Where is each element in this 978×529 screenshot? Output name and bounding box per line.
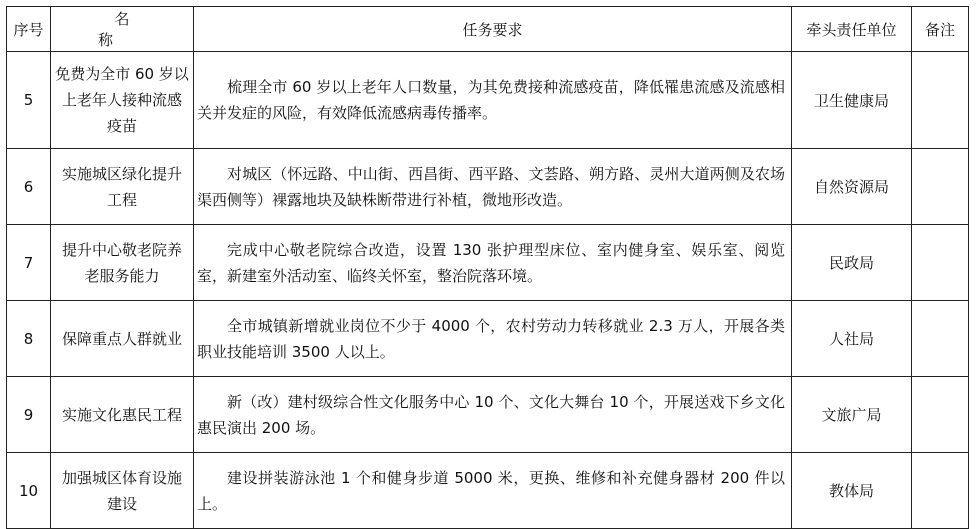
row-remarks	[912, 52, 969, 149]
row-name: 保障重点人群就业	[51, 301, 194, 377]
row-name: 实施文化惠民工程	[51, 377, 194, 453]
header-name	[51, 7, 194, 52]
row-name: 实施城区绿化提升工程	[51, 149, 194, 225]
row-no: 9	[7, 377, 51, 453]
row-no: 10	[7, 453, 51, 529]
row-department: 卫生健康局	[792, 52, 912, 149]
header-remarks: 备注	[912, 7, 969, 52]
row-no: 5	[7, 52, 51, 149]
header-row	[7, 7, 969, 52]
row-remarks	[912, 377, 969, 453]
task-table-container	[6, 6, 969, 529]
header-no: 序号	[7, 7, 51, 52]
row-department: 文旅广局	[792, 377, 912, 453]
table-row	[7, 453, 969, 529]
row-name: 免费为全市 60 岁以上老年人接种流感疫苗	[51, 52, 194, 149]
task-table	[6, 6, 969, 529]
row-remarks	[912, 225, 969, 301]
row-remarks	[912, 149, 969, 225]
header-department: 牵头责任单位	[792, 7, 912, 52]
row-requirement: 对城区（怀远路、中山街、西昌街、西平路、文荟路、朔方路、灵州大道两侧及农场渠西侧等）裸露地块及缺株断带进行补植，微地形改造。	[194, 149, 792, 225]
table-row	[7, 225, 969, 301]
row-no: 7	[7, 225, 51, 301]
table-row	[7, 52, 969, 149]
row-requirement: 全市城镇新增就业岗位不少于 4000 个，农村劳动力转移就业 2.3 万人，开展各类职业技能培训 3500 人以上。	[194, 301, 792, 377]
row-department: 自然资源局	[792, 149, 912, 225]
row-remarks	[912, 301, 969, 377]
header-name-label: 名 称	[97, 10, 163, 49]
row-no: 8	[7, 301, 51, 377]
table-row	[7, 377, 969, 453]
row-no: 6	[7, 149, 51, 225]
row-name: 加强城区体育设施建设	[51, 453, 194, 529]
row-name: 提升中心敬老院养老服务能力	[51, 225, 194, 301]
row-requirement: 完成中心敬老院综合改造，设置 130 张护理型床位、室内健身室、娱乐室、阅览室，新建室外活动室、临终关怀室，整治院落环境。	[194, 225, 792, 301]
row-department: 民政局	[792, 225, 912, 301]
row-department: 教体局	[792, 453, 912, 529]
header-requirement: 任务要求	[194, 7, 792, 52]
table-row	[7, 149, 969, 225]
row-department: 人社局	[792, 301, 912, 377]
table-row	[7, 301, 969, 377]
row-requirement: 梳理全市 60 岁以上老年人口数量，为其免费接种流感疫苗，降低罹患流感及流感相关并发症的风险，有效降低流感病毒传播率。	[194, 52, 792, 149]
row-remarks	[912, 453, 969, 529]
row-requirement: 新（改）建村级综合性文化服务中心 10 个、文化大舞台 10 个，开展送戏下乡文化惠民演出 200 场。	[194, 377, 792, 453]
row-requirement: 建设拼装游泳池 1 个和健身步道 5000 米，更换、维修和补充健身器材 200 件以上。	[194, 453, 792, 529]
